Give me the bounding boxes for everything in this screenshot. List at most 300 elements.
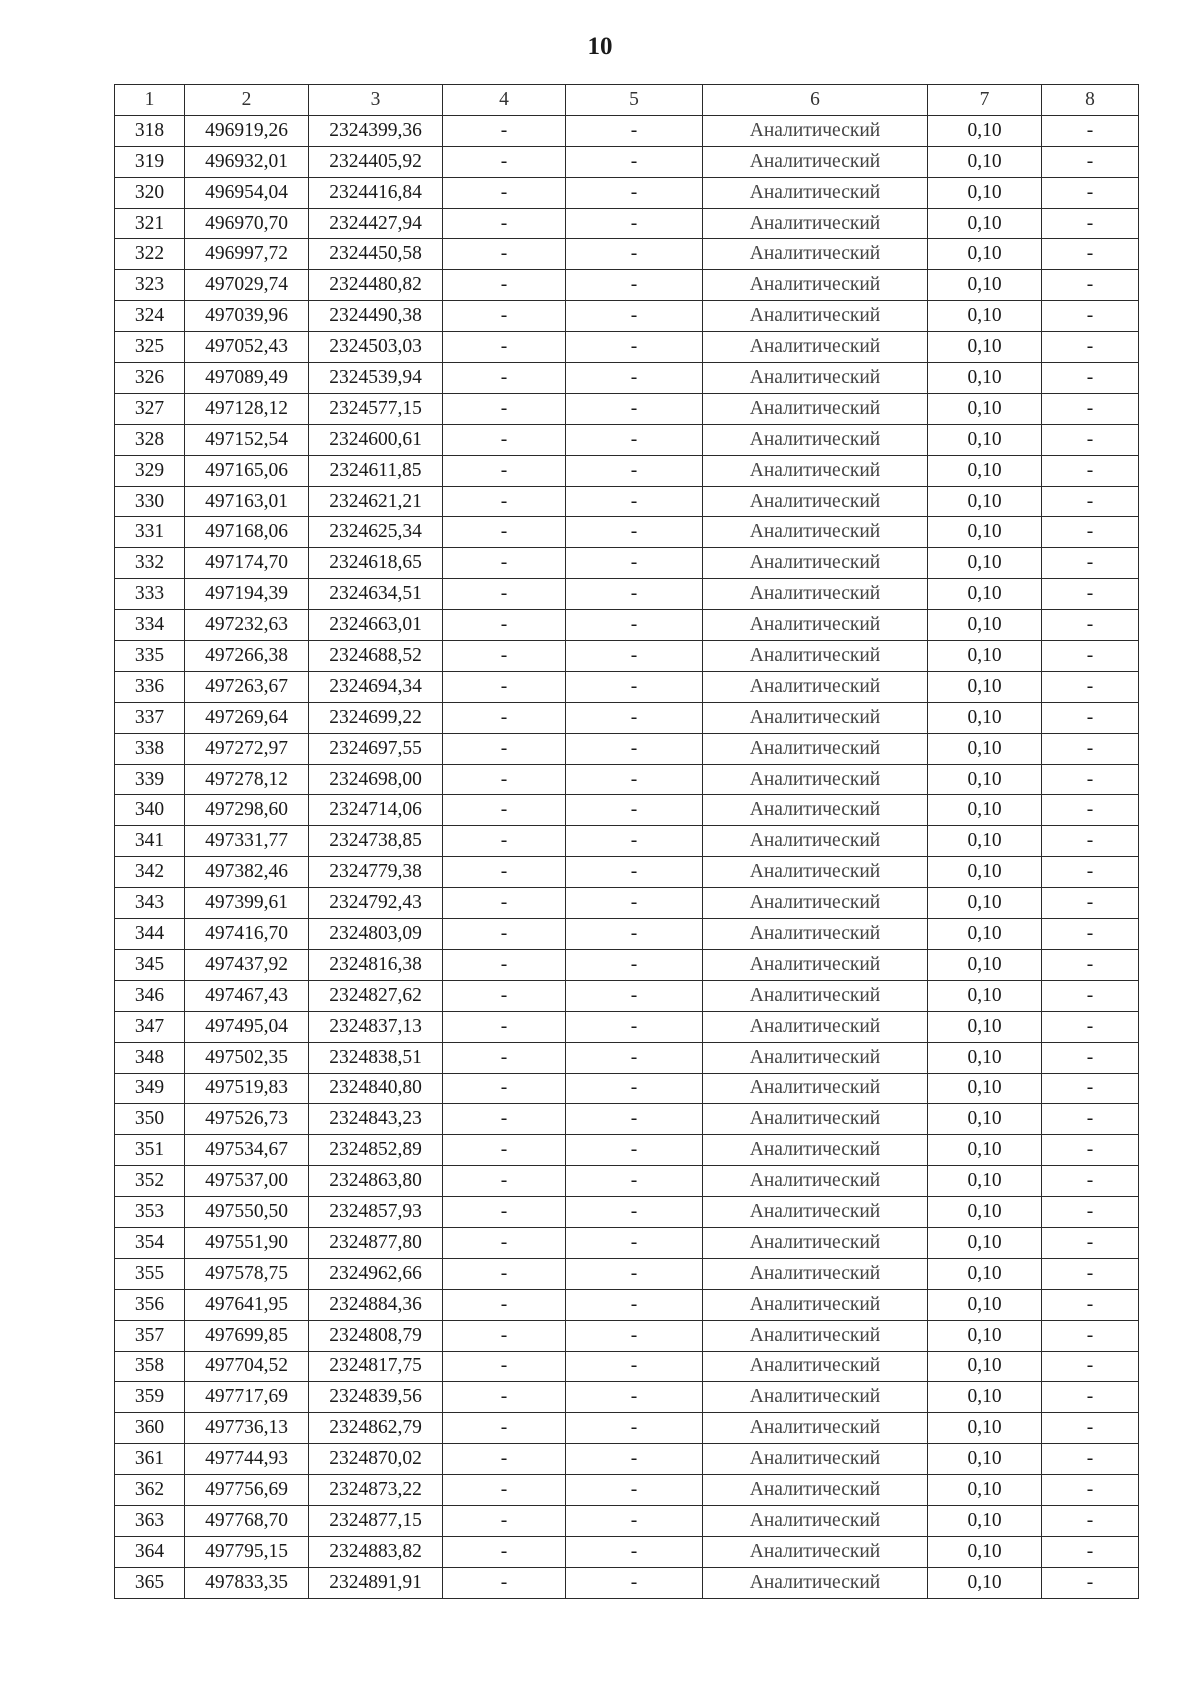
table-cell: -	[566, 146, 703, 177]
table-cell: -	[1042, 1166, 1139, 1197]
table-cell: -	[566, 980, 703, 1011]
table-cell: 354	[115, 1227, 185, 1258]
table-row	[115, 177, 1139, 208]
table-cell: -	[566, 733, 703, 764]
table-cell: -	[1042, 764, 1139, 795]
table-cell: 2324714,06	[309, 795, 443, 826]
table-cell: 350	[115, 1104, 185, 1135]
table-cell: Аналитический	[703, 1135, 928, 1166]
table-cell: -	[566, 486, 703, 517]
table-cell: 336	[115, 671, 185, 702]
table-cell: 497537,00	[185, 1166, 309, 1197]
table-cell: 0,10	[928, 424, 1042, 455]
table-cell: 497495,04	[185, 1011, 309, 1042]
table-cell: 349	[115, 1073, 185, 1104]
table-cell: -	[443, 301, 566, 332]
table-cell: 2324816,38	[309, 949, 443, 980]
table-cell: 342	[115, 857, 185, 888]
table-cell: 0,10	[928, 1042, 1042, 1073]
table-cell: -	[443, 208, 566, 239]
header-row	[115, 85, 1139, 116]
table-cell: Аналитический	[703, 949, 928, 980]
table-cell: -	[1042, 980, 1139, 1011]
table-cell: -	[443, 363, 566, 394]
table-cell: 497833,35	[185, 1567, 309, 1598]
table-cell: -	[566, 1413, 703, 1444]
table-cell: -	[443, 702, 566, 733]
table-cell: 333	[115, 579, 185, 610]
table-cell: 497756,69	[185, 1475, 309, 1506]
table-cell: Аналитический	[703, 1227, 928, 1258]
table-cell: 0,10	[928, 1073, 1042, 1104]
table-cell: 2324600,61	[309, 424, 443, 455]
table-row	[115, 115, 1139, 146]
table-cell: 332	[115, 548, 185, 579]
table-cell: 497416,70	[185, 919, 309, 950]
table-cell: 497519,83	[185, 1073, 309, 1104]
table-cell: Аналитический	[703, 1413, 928, 1444]
table-cell: -	[443, 332, 566, 363]
table-cell: 2324817,75	[309, 1351, 443, 1382]
table-cell: 2324877,80	[309, 1227, 443, 1258]
table-row	[115, 393, 1139, 424]
table-cell: Аналитический	[703, 548, 928, 579]
table-cell: -	[443, 486, 566, 517]
table-cell: 337	[115, 702, 185, 733]
table-cell: 329	[115, 455, 185, 486]
table-cell: -	[443, 548, 566, 579]
table-cell: 358	[115, 1351, 185, 1382]
table-row	[115, 919, 1139, 950]
table-cell: -	[566, 393, 703, 424]
table-cell: -	[566, 1073, 703, 1104]
table-cell: -	[1042, 393, 1139, 424]
table-row	[115, 1135, 1139, 1166]
table-cell: -	[443, 610, 566, 641]
table-cell: 0,10	[928, 1104, 1042, 1135]
table-cell: -	[443, 1104, 566, 1135]
table-cell: -	[443, 146, 566, 177]
table-cell: 0,10	[928, 1011, 1042, 1042]
table-cell: -	[566, 1475, 703, 1506]
header-col-6: 6	[703, 85, 928, 116]
table-cell: Аналитический	[703, 1351, 928, 1382]
table-cell: Аналитический	[703, 455, 928, 486]
table-cell: 2324792,43	[309, 888, 443, 919]
table-cell: Аналитический	[703, 1258, 928, 1289]
table-cell: 497744,93	[185, 1444, 309, 1475]
table-cell: 497437,92	[185, 949, 309, 980]
table-cell: -	[443, 1320, 566, 1351]
table-cell: 497039,96	[185, 301, 309, 332]
table-cell: -	[1042, 1073, 1139, 1104]
table-cell: 347	[115, 1011, 185, 1042]
table-cell: 2324803,09	[309, 919, 443, 950]
table-row	[115, 949, 1139, 980]
table-cell: 0,10	[928, 1135, 1042, 1166]
table-cell: -	[566, 1351, 703, 1382]
table-cell: 2324827,62	[309, 980, 443, 1011]
table-cell: 2324843,23	[309, 1104, 443, 1135]
table-cell: 497029,74	[185, 270, 309, 301]
table-cell: 0,10	[928, 1166, 1042, 1197]
table-cell: Аналитический	[703, 733, 928, 764]
table-cell: -	[566, 671, 703, 702]
table-cell: 497717,69	[185, 1382, 309, 1413]
table-cell: 497795,15	[185, 1536, 309, 1567]
table-row	[115, 332, 1139, 363]
table-cell: -	[1042, 733, 1139, 764]
table-cell: 0,10	[928, 1567, 1042, 1598]
table-cell: 0,10	[928, 1320, 1042, 1351]
table-cell: 2324399,36	[309, 115, 443, 146]
table-cell: Аналитический	[703, 208, 928, 239]
table-cell: 0,10	[928, 610, 1042, 641]
table-cell: -	[566, 301, 703, 332]
table-cell: -	[566, 702, 703, 733]
table-cell: 0,10	[928, 949, 1042, 980]
table-cell: 496954,04	[185, 177, 309, 208]
table-cell: -	[1042, 857, 1139, 888]
table-cell: 0,10	[928, 795, 1042, 826]
table-cell: -	[443, 517, 566, 548]
table-cell: -	[443, 733, 566, 764]
table-cell: -	[566, 1444, 703, 1475]
table-cell: 2324480,82	[309, 270, 443, 301]
table-cell: 2324416,84	[309, 177, 443, 208]
table-row	[115, 795, 1139, 826]
table-cell: -	[1042, 610, 1139, 641]
table-cell: -	[1042, 1227, 1139, 1258]
table-cell: 2324697,55	[309, 733, 443, 764]
table-cell: 325	[115, 332, 185, 363]
table-cell: -	[443, 1227, 566, 1258]
table-cell: 2324405,92	[309, 146, 443, 177]
table-cell: -	[443, 115, 566, 146]
table-row	[115, 455, 1139, 486]
table-cell: Аналитический	[703, 1444, 928, 1475]
table-cell: -	[1042, 671, 1139, 702]
table-cell: -	[1042, 795, 1139, 826]
table-cell: 338	[115, 733, 185, 764]
table-cell: 497467,43	[185, 980, 309, 1011]
table-cell: 497152,54	[185, 424, 309, 455]
table-cell: -	[1042, 919, 1139, 950]
table-cell: -	[566, 1258, 703, 1289]
table-cell: 335	[115, 641, 185, 672]
table-cell: 359	[115, 1382, 185, 1413]
table-cell: 497578,75	[185, 1258, 309, 1289]
table-cell: 497266,38	[185, 641, 309, 672]
table-cell: 345	[115, 949, 185, 980]
table-cell: -	[443, 1042, 566, 1073]
table-cell: 0,10	[928, 1536, 1042, 1567]
table-cell: 2324503,03	[309, 332, 443, 363]
table-cell: 0,10	[928, 733, 1042, 764]
table-row	[115, 1289, 1139, 1320]
table-cell: -	[443, 1567, 566, 1598]
table-cell: Аналитический	[703, 270, 928, 301]
table-cell: 496997,72	[185, 239, 309, 270]
table-cell: Аналитический	[703, 1166, 928, 1197]
table-cell: -	[443, 1289, 566, 1320]
header-col-2: 2	[185, 85, 309, 116]
table-row	[115, 1166, 1139, 1197]
table-cell: 341	[115, 826, 185, 857]
table-cell: 0,10	[928, 1289, 1042, 1320]
table-cell: Аналитический	[703, 146, 928, 177]
table-cell: -	[443, 1011, 566, 1042]
table-cell: -	[566, 919, 703, 950]
table-cell: 0,10	[928, 455, 1042, 486]
table-cell: -	[443, 826, 566, 857]
table-cell: Аналитический	[703, 1042, 928, 1073]
table-cell: 496970,70	[185, 208, 309, 239]
table-cell: 0,10	[928, 208, 1042, 239]
table-cell: -	[566, 1505, 703, 1536]
table-cell: 0,10	[928, 919, 1042, 950]
table-cell: Аналитический	[703, 671, 928, 702]
table-cell: Аналитический	[703, 919, 928, 950]
table-cell: 2324873,22	[309, 1475, 443, 1506]
table-cell: -	[443, 949, 566, 980]
table-cell: -	[443, 1505, 566, 1536]
table-cell: -	[566, 1382, 703, 1413]
table-cell: 0,10	[928, 363, 1042, 394]
table-cell: -	[443, 641, 566, 672]
table-cell: 2324427,94	[309, 208, 443, 239]
table-cell: Аналитический	[703, 1505, 928, 1536]
table-cell: 2324891,91	[309, 1567, 443, 1598]
table-cell: -	[1042, 301, 1139, 332]
table-cell: 0,10	[928, 1475, 1042, 1506]
table-row	[115, 239, 1139, 270]
table-cell: Аналитический	[703, 239, 928, 270]
table-cell: -	[566, 363, 703, 394]
table-cell: 2324621,21	[309, 486, 443, 517]
table-cell: Аналитический	[703, 177, 928, 208]
table-cell: -	[443, 857, 566, 888]
table-cell: 2324837,13	[309, 1011, 443, 1042]
table-row	[115, 579, 1139, 610]
table-cell: 2324870,02	[309, 1444, 443, 1475]
table-cell: -	[566, 332, 703, 363]
table-cell: 323	[115, 270, 185, 301]
table-cell: 330	[115, 486, 185, 517]
table-row	[115, 733, 1139, 764]
table-cell: Аналитический	[703, 363, 928, 394]
table-cell: -	[443, 455, 566, 486]
table-cell: 318	[115, 115, 185, 146]
table-cell: 497128,12	[185, 393, 309, 424]
table-row	[115, 517, 1139, 548]
table-cell: 343	[115, 888, 185, 919]
table-cell: 327	[115, 393, 185, 424]
table-row	[115, 208, 1139, 239]
table-cell: 0,10	[928, 270, 1042, 301]
table-cell: -	[1042, 1135, 1139, 1166]
table-cell: 340	[115, 795, 185, 826]
table-cell: Аналитический	[703, 826, 928, 857]
table-cell: 497089,49	[185, 363, 309, 394]
table-cell: 0,10	[928, 980, 1042, 1011]
table-cell: -	[566, 1227, 703, 1258]
table-cell: -	[566, 208, 703, 239]
table-cell: Аналитический	[703, 702, 928, 733]
table-cell: -	[1042, 1382, 1139, 1413]
table-cell: Аналитический	[703, 517, 928, 548]
table-cell: -	[443, 671, 566, 702]
table-header	[115, 85, 1139, 116]
table-row	[115, 610, 1139, 641]
table-cell: Аналитический	[703, 1567, 928, 1598]
table-cell: -	[566, 1135, 703, 1166]
table-row	[115, 1567, 1139, 1598]
table-cell: 2324694,34	[309, 671, 443, 702]
header-col-8: 8	[1042, 85, 1139, 116]
table-cell: 0,10	[928, 1505, 1042, 1536]
table-row	[115, 702, 1139, 733]
table-cell: -	[1042, 641, 1139, 672]
table-cell: 2324618,65	[309, 548, 443, 579]
table-row	[115, 1042, 1139, 1073]
table-cell: -	[443, 764, 566, 795]
table-cell: 0,10	[928, 764, 1042, 795]
table-cell: -	[566, 888, 703, 919]
table-cell: 497278,12	[185, 764, 309, 795]
table-cell: -	[443, 1135, 566, 1166]
table-cell: 326	[115, 363, 185, 394]
table-cell: 0,10	[928, 826, 1042, 857]
table-cell: 497163,01	[185, 486, 309, 517]
table-cell: Аналитический	[703, 424, 928, 455]
table-cell: -	[1042, 424, 1139, 455]
table-cell: -	[443, 1258, 566, 1289]
table-cell: 362	[115, 1475, 185, 1506]
table-row	[115, 826, 1139, 857]
table-row	[115, 1073, 1139, 1104]
table-cell: 0,10	[928, 146, 1042, 177]
table-cell: -	[566, 1197, 703, 1228]
table-cell: 0,10	[928, 548, 1042, 579]
table-cell: 2324857,93	[309, 1197, 443, 1228]
table-cell: -	[443, 1413, 566, 1444]
table-cell: -	[1042, 239, 1139, 270]
table-cell: -	[1042, 1505, 1139, 1536]
table-cell: -	[1042, 702, 1139, 733]
table-cell: 2324852,89	[309, 1135, 443, 1166]
table-cell: 0,10	[928, 1227, 1042, 1258]
table-cell: -	[566, 1320, 703, 1351]
table-cell: 322	[115, 239, 185, 270]
header-col-1: 1	[115, 85, 185, 116]
header-col-3: 3	[309, 85, 443, 116]
table-cell: 2324698,00	[309, 764, 443, 795]
table-cell: 2324738,85	[309, 826, 443, 857]
table-cell: -	[1042, 363, 1139, 394]
table-cell: 497534,67	[185, 1135, 309, 1166]
table-cell: Аналитический	[703, 857, 928, 888]
table-cell: -	[566, 795, 703, 826]
table-cell: -	[443, 424, 566, 455]
table-cell: 2324450,58	[309, 239, 443, 270]
table-row	[115, 1382, 1139, 1413]
table-cell: -	[1042, 1475, 1139, 1506]
table-cell: 0,10	[928, 641, 1042, 672]
table-cell: 324	[115, 301, 185, 332]
table-row	[115, 641, 1139, 672]
table-cell: -	[443, 919, 566, 950]
table-cell: -	[1042, 270, 1139, 301]
table-cell: -	[443, 1351, 566, 1382]
table-cell: Аналитический	[703, 579, 928, 610]
table-cell: Аналитический	[703, 980, 928, 1011]
table-cell: 497194,39	[185, 579, 309, 610]
table-cell: -	[566, 764, 703, 795]
table-cell: 363	[115, 1505, 185, 1536]
coordinates-table	[114, 84, 1139, 1599]
table-cell: 0,10	[928, 1258, 1042, 1289]
table-cell: -	[566, 455, 703, 486]
table-cell: -	[443, 1444, 566, 1475]
table-cell: -	[566, 115, 703, 146]
table-cell: Аналитический	[703, 1197, 928, 1228]
table-row	[115, 1320, 1139, 1351]
table-cell: 2324839,56	[309, 1382, 443, 1413]
table-cell: 2324539,94	[309, 363, 443, 394]
table-cell: -	[566, 1042, 703, 1073]
table-cell: -	[443, 888, 566, 919]
table-cell: 321	[115, 208, 185, 239]
table-row	[115, 363, 1139, 394]
table-cell: 334	[115, 610, 185, 641]
table-cell: 0,10	[928, 115, 1042, 146]
table-cell: 497768,70	[185, 1505, 309, 1536]
table-cell: -	[1042, 517, 1139, 548]
table-cell: 356	[115, 1289, 185, 1320]
table-cell: -	[566, 424, 703, 455]
table-cell: 320	[115, 177, 185, 208]
table-cell: -	[443, 1166, 566, 1197]
table-cell: Аналитический	[703, 1011, 928, 1042]
table-cell: 346	[115, 980, 185, 1011]
table-cell: 2324663,01	[309, 610, 443, 641]
table-cell: 496932,01	[185, 146, 309, 177]
table-cell: -	[1042, 1104, 1139, 1135]
table-cell: 0,10	[928, 888, 1042, 919]
table-cell: 2324611,85	[309, 455, 443, 486]
table-cell: 2324490,38	[309, 301, 443, 332]
table-cell: 2324779,38	[309, 857, 443, 888]
table-cell: Аналитический	[703, 1320, 928, 1351]
table-row	[115, 1351, 1139, 1382]
table-cell: Аналитический	[703, 301, 928, 332]
table-body	[115, 115, 1139, 1598]
table-cell: 319	[115, 146, 185, 177]
table-cell: -	[1042, 1351, 1139, 1382]
table-cell: -	[566, 548, 703, 579]
table-row	[115, 1444, 1139, 1475]
table-cell: 0,10	[928, 1382, 1042, 1413]
table-cell: -	[566, 1567, 703, 1598]
table-cell: 497526,73	[185, 1104, 309, 1135]
table-cell: 0,10	[928, 301, 1042, 332]
table-cell: -	[1042, 115, 1139, 146]
table-row	[115, 548, 1139, 579]
table-cell: 2324838,51	[309, 1042, 443, 1073]
table-cell: Аналитический	[703, 393, 928, 424]
table-row	[115, 1197, 1139, 1228]
